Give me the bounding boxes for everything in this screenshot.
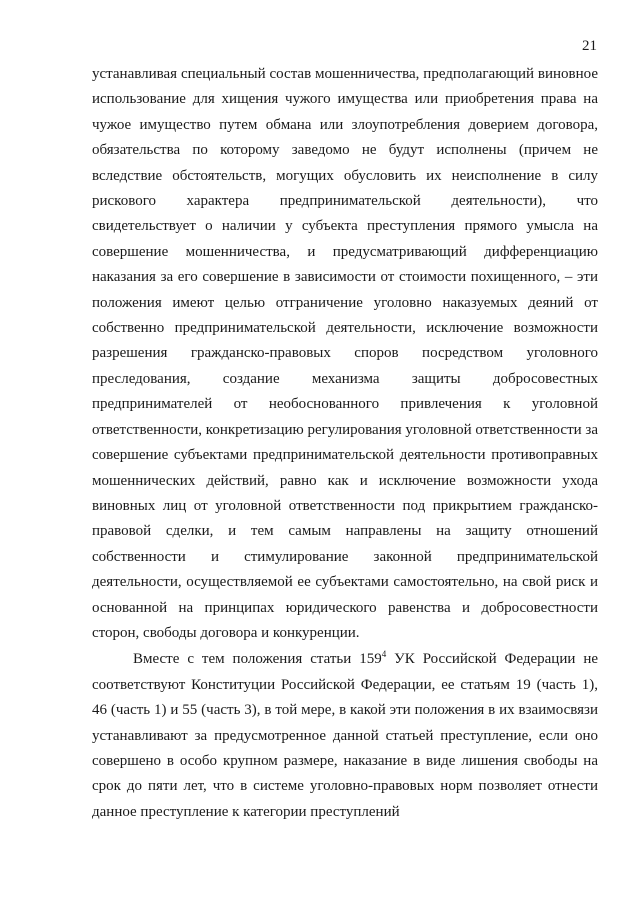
page-number: 21 xyxy=(582,38,597,54)
document-body xyxy=(92,62,598,825)
paragraph-start-text: Вместе с тем положения статьи 159 xyxy=(133,651,382,668)
article-superscript: 4 xyxy=(381,649,387,660)
paragraph-article-159-4 xyxy=(92,647,598,825)
paragraph-continuation: устанавливая специальный состав мошенничества, предполагающий виновное использование для хищения чужого имущества или приобретения права на чужое имущество путем обмана или злоупотребления доверием договора, обязательства по которому заведомо не будут исполнены (причем не вследствие обстоятельств, могущих обусловить их неисполнение в силу рискового характера предпринимательской деятельности), что свидетельствует о наличии у субъекта преступления прямого умысла на совершение мошенничества, и предусматривающий дифференциацию наказания за его совершение в зависимости от стоимости похищенного, – эти положения имеют целью отграничение уголовно наказуемых деяний от собственно предпринимательской деятельности, исключение возможности разрешения гражданско-правовых споров посредством уголовного преследования, создание механизма защиты добросовестных предпринимателей от необоснованного привлечения к уголовной ответственности, конкретизацию регулирования уголовной ответственности за совершение субъектами предпринимательской деятельности противоправных мошеннических действий, равно как и исключение возможности ухода виновных лиц от уголовной ответственности под прикрытием гражданско-правовой сделки, и тем самым направлены на защиту отношений собственности и стимулирование законной предпринимательской деятельности, осуществляемой ее субъектами самостоятельно, на свой риск и основанной на принципах юридического равенства и добросовестности сторон, свободы договора и конкуренции. xyxy=(92,66,598,641)
paragraph-rest-text: УК Российской Федерации не соответствуют Конституции Российской Федерации, ее статьям 19 (часть 1), 46 (часть 1) и 55 (часть 3), в той мере, в какой эти положения в их взаимосвязи устанавливают за предусмотренное данной статьей преступление, если оно совершено в особо крупном размере, наказание в виде лишения свободы на срок до пяти лет, что в системе уголовно-правовых норм позволяет отнести данное преступление к категории преступлений xyxy=(92,651,599,820)
